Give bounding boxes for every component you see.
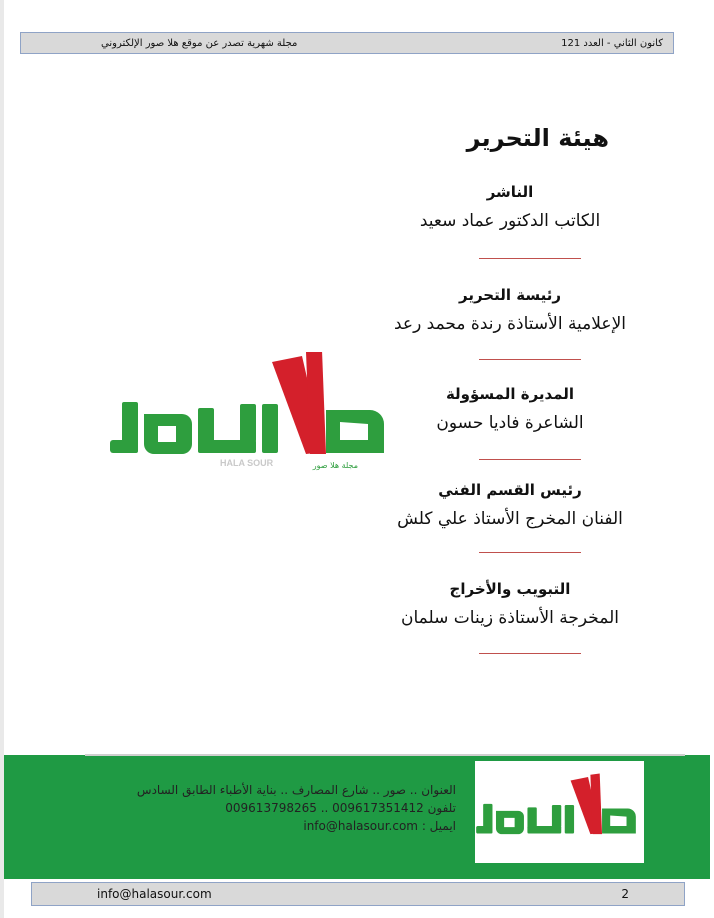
role-label: الناشر [486, 183, 534, 201]
bottom-email: info@halasour.com [97, 887, 212, 901]
footer-logo-box [475, 761, 644, 863]
divider [479, 459, 581, 460]
page-title: هيئة التحرير [466, 124, 609, 152]
role-label: رئيس القسم الفني [438, 481, 582, 499]
footer-address: العنوان .. صور .. شارع المصارف .. بناية الأطباء الطابق السادس [136, 783, 456, 797]
role-name: الفنان المخرج الأستاذ علي كلش [397, 509, 623, 529]
issue-info: كانون الثاني - العدد 121 [561, 37, 663, 49]
header-bar [20, 32, 674, 54]
bottom-bar [31, 882, 685, 906]
role-block-publisher [360, 183, 660, 231]
role-block-editor-in-chief [360, 286, 660, 334]
logo-arabic-text: مجلة هلا صور [312, 461, 358, 470]
role-label: التبويب والأخراج [449, 580, 571, 598]
role-block-art-director [360, 481, 660, 529]
page-number: 2 [621, 887, 629, 901]
footer-contact [137, 781, 456, 835]
footer-phone: تلفون 009617351412 .. 009613798265 [225, 801, 456, 815]
footer-email: ايميل : info@halasour.com [303, 819, 456, 833]
role-label: المديرة المسؤولة [445, 385, 575, 403]
role-name: الكاتب الدكتور عماد سعيد [419, 211, 601, 231]
role-label: رئيسة التحرير [459, 286, 561, 304]
magazine-description: مجلة شهرية تصدر عن موقع هلا صور الإلكتروني [101, 37, 298, 49]
divider [479, 258, 581, 259]
logo-latin-text: HALA SOUR [220, 458, 274, 468]
role-name: الإعلامية الأستاذة رندة محمد رعد [394, 314, 626, 334]
role-block-layout [360, 580, 660, 628]
role-block-managing-director [360, 385, 660, 433]
divider [479, 552, 581, 553]
role-name: الشاعرة فاديا حسون [436, 413, 584, 433]
divider [479, 359, 581, 360]
footer-divider [85, 754, 685, 756]
divider [479, 653, 581, 654]
role-name: المخرجة الأستاذة زينات سلمان [401, 608, 619, 628]
hala-sour-logo [108, 352, 398, 480]
hala-sour-logo-small [475, 761, 644, 863]
